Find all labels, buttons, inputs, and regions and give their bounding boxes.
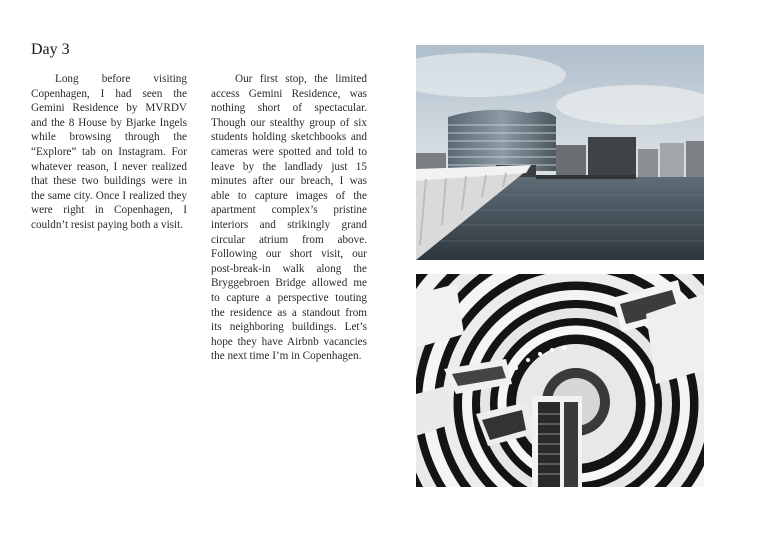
text-column-left	[31, 72, 187, 233]
paragraph: Our first stop, the limited access Gemini Residence, was nothing short of spectacular. Though our stealthy group of six students holding sketchbooks and cameras were spotted and told to leave by the landlady just 15 minutes after our breach, I was able to capture images of the apartment complex’s pristine interiors and strikingly grand circular atrium from above. Following our short visit, our post-break-in walk along the Bryggebroen Bridge allowed me to capture a perspective touting the residence as a standout from its neighboring buildings. Let’s hope they have Airbnb vacancies the next time I’m in Copenhagen.	[211, 73, 367, 363]
gemini-residence-exterior-photo	[416, 45, 704, 260]
atrium-interior-photo	[416, 274, 704, 487]
paragraph: Long before visiting Copenhagen, I had seen the Gemini Residence by MVRDV and the 8 House by Bjarke Ingels while browsing through the “Explore” tab on Instagram. For whatever reason, I never realized that these two buildings were in the same city. Once I realized they were right in Copenhagen, I couldn’t resist paying both a visit.	[31, 73, 187, 231]
text-column-right	[211, 72, 367, 364]
page-title: Day 3	[31, 41, 70, 58]
